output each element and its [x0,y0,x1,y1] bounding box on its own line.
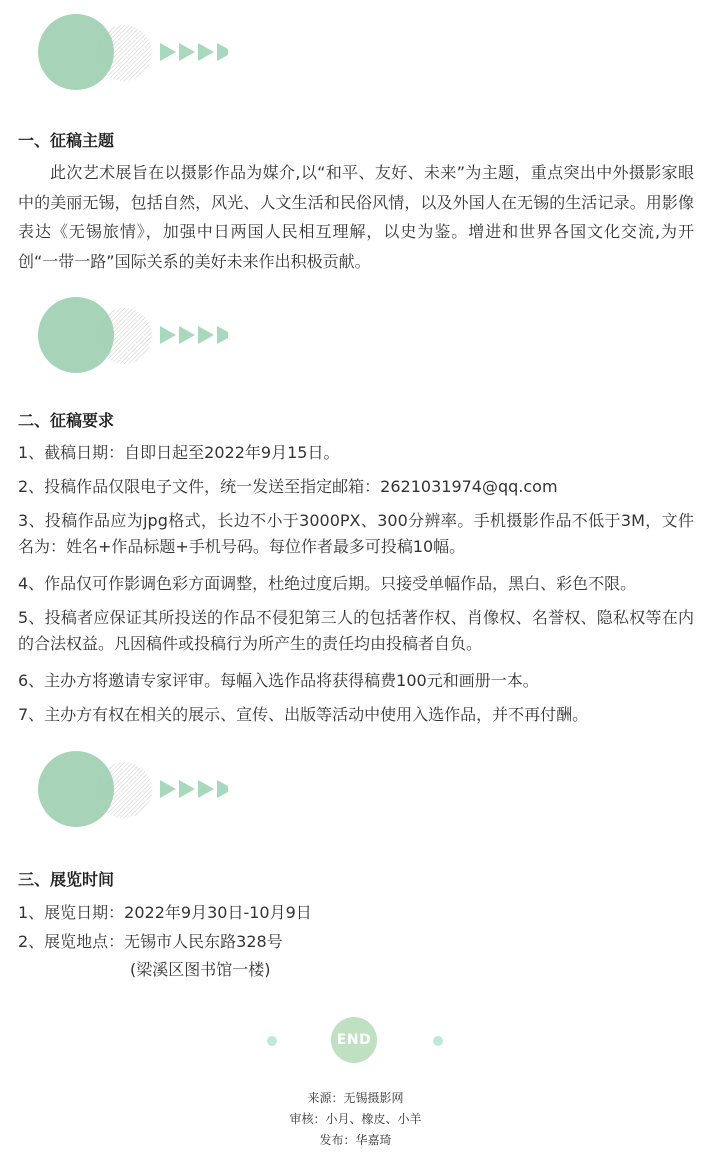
review-credit: 审核：小月、橡皮、小羊 [289,1112,422,1126]
arrow-icon [217,43,228,61]
section-heading: 一、征稿主题 [18,131,115,150]
list-item: 4、作品仅可作影调色彩方面调整，杜绝过度后期。只接受单幅作品，黑白、彩色不限。 [18,574,637,593]
arrow-icon [198,43,214,61]
list-item: 2、展览地点：无锡市人民东路328号 [18,932,283,951]
arrow-icon [198,780,214,798]
list-item: 1、展览日期：2022年9月30日-10月9日 [18,903,312,922]
list-item: 6、主办方将邀请专家评审。每幅入选作品将获得稿费100元和画册一本。 [18,671,539,690]
arrow-icon [160,780,176,798]
list-item: 7、主办方有权在相关的展示、宣传、出版等活动中使用入选作品，并不再付酬。 [18,705,589,724]
green-circle-icon [38,14,114,90]
arrow-icon [217,780,228,798]
arrow-icon [179,780,195,798]
end-left-dot-icon [267,1036,277,1046]
end-right-dot-icon [433,1036,443,1046]
list-item: 5、投稿者应保证其所投送的作品不侵犯第三人的包括著作权、肖像权、名誉权、隐私权等在内的合法权益。凡因稿件或投稿行为所产生的责任均由投稿者自负。 [18,608,694,653]
section-decoration-icon [38,297,228,377]
section-heading: 三、展览时间 [18,870,115,889]
green-circle-icon [38,297,114,373]
arrow-icon [217,326,228,344]
publisher-credit: 发布：华嘉琦 [319,1133,392,1147]
section-decoration-icon [38,751,228,831]
source-credit: 来源：无锡摄影网 [307,1091,404,1105]
section-heading: 二、征稿要求 [18,411,115,430]
arrow-icon [179,43,195,61]
list-item: 3、投稿作品应为jpg格式，长边不小于3000PX、300分辨率。手机摄影作品不低于3M，文件名为：姓名+作品标题+手机号码。每位作者最多可投稿10幅。 [18,511,694,556]
list-item: 1、截稿日期：自即日起至2022年9月15日。 [18,443,340,462]
list-item: 2、投稿作品仅限电子文件，统一发送至指定邮箱：2621031974@qq.com [18,477,558,496]
arrow-icon [160,326,176,344]
location-note: (梁溪区图书馆一楼) [130,960,271,979]
section-decoration-icon [38,14,228,94]
arrow-icon [198,326,214,344]
end-badge: END [331,1017,377,1063]
green-circle-icon [38,751,114,827]
arrow-icon [160,43,176,61]
section-paragraph: 此次艺术展旨在以摄影作品为媒介,以“和平、友好、未来”为主题，重点突出中外摄影家眼中的美丽无锡，包括自然，风光、人文生活和民俗风情，以及外国人在无锡的生活记录。用影像表达《无锡旅情》，加强中日两国人民相互理解，以史为鉴。增进和世界各国文化交流,为开创“一带一路”国际关系的美好未来作出积极贡献。 [18,163,694,271]
arrow-icon [179,326,195,344]
